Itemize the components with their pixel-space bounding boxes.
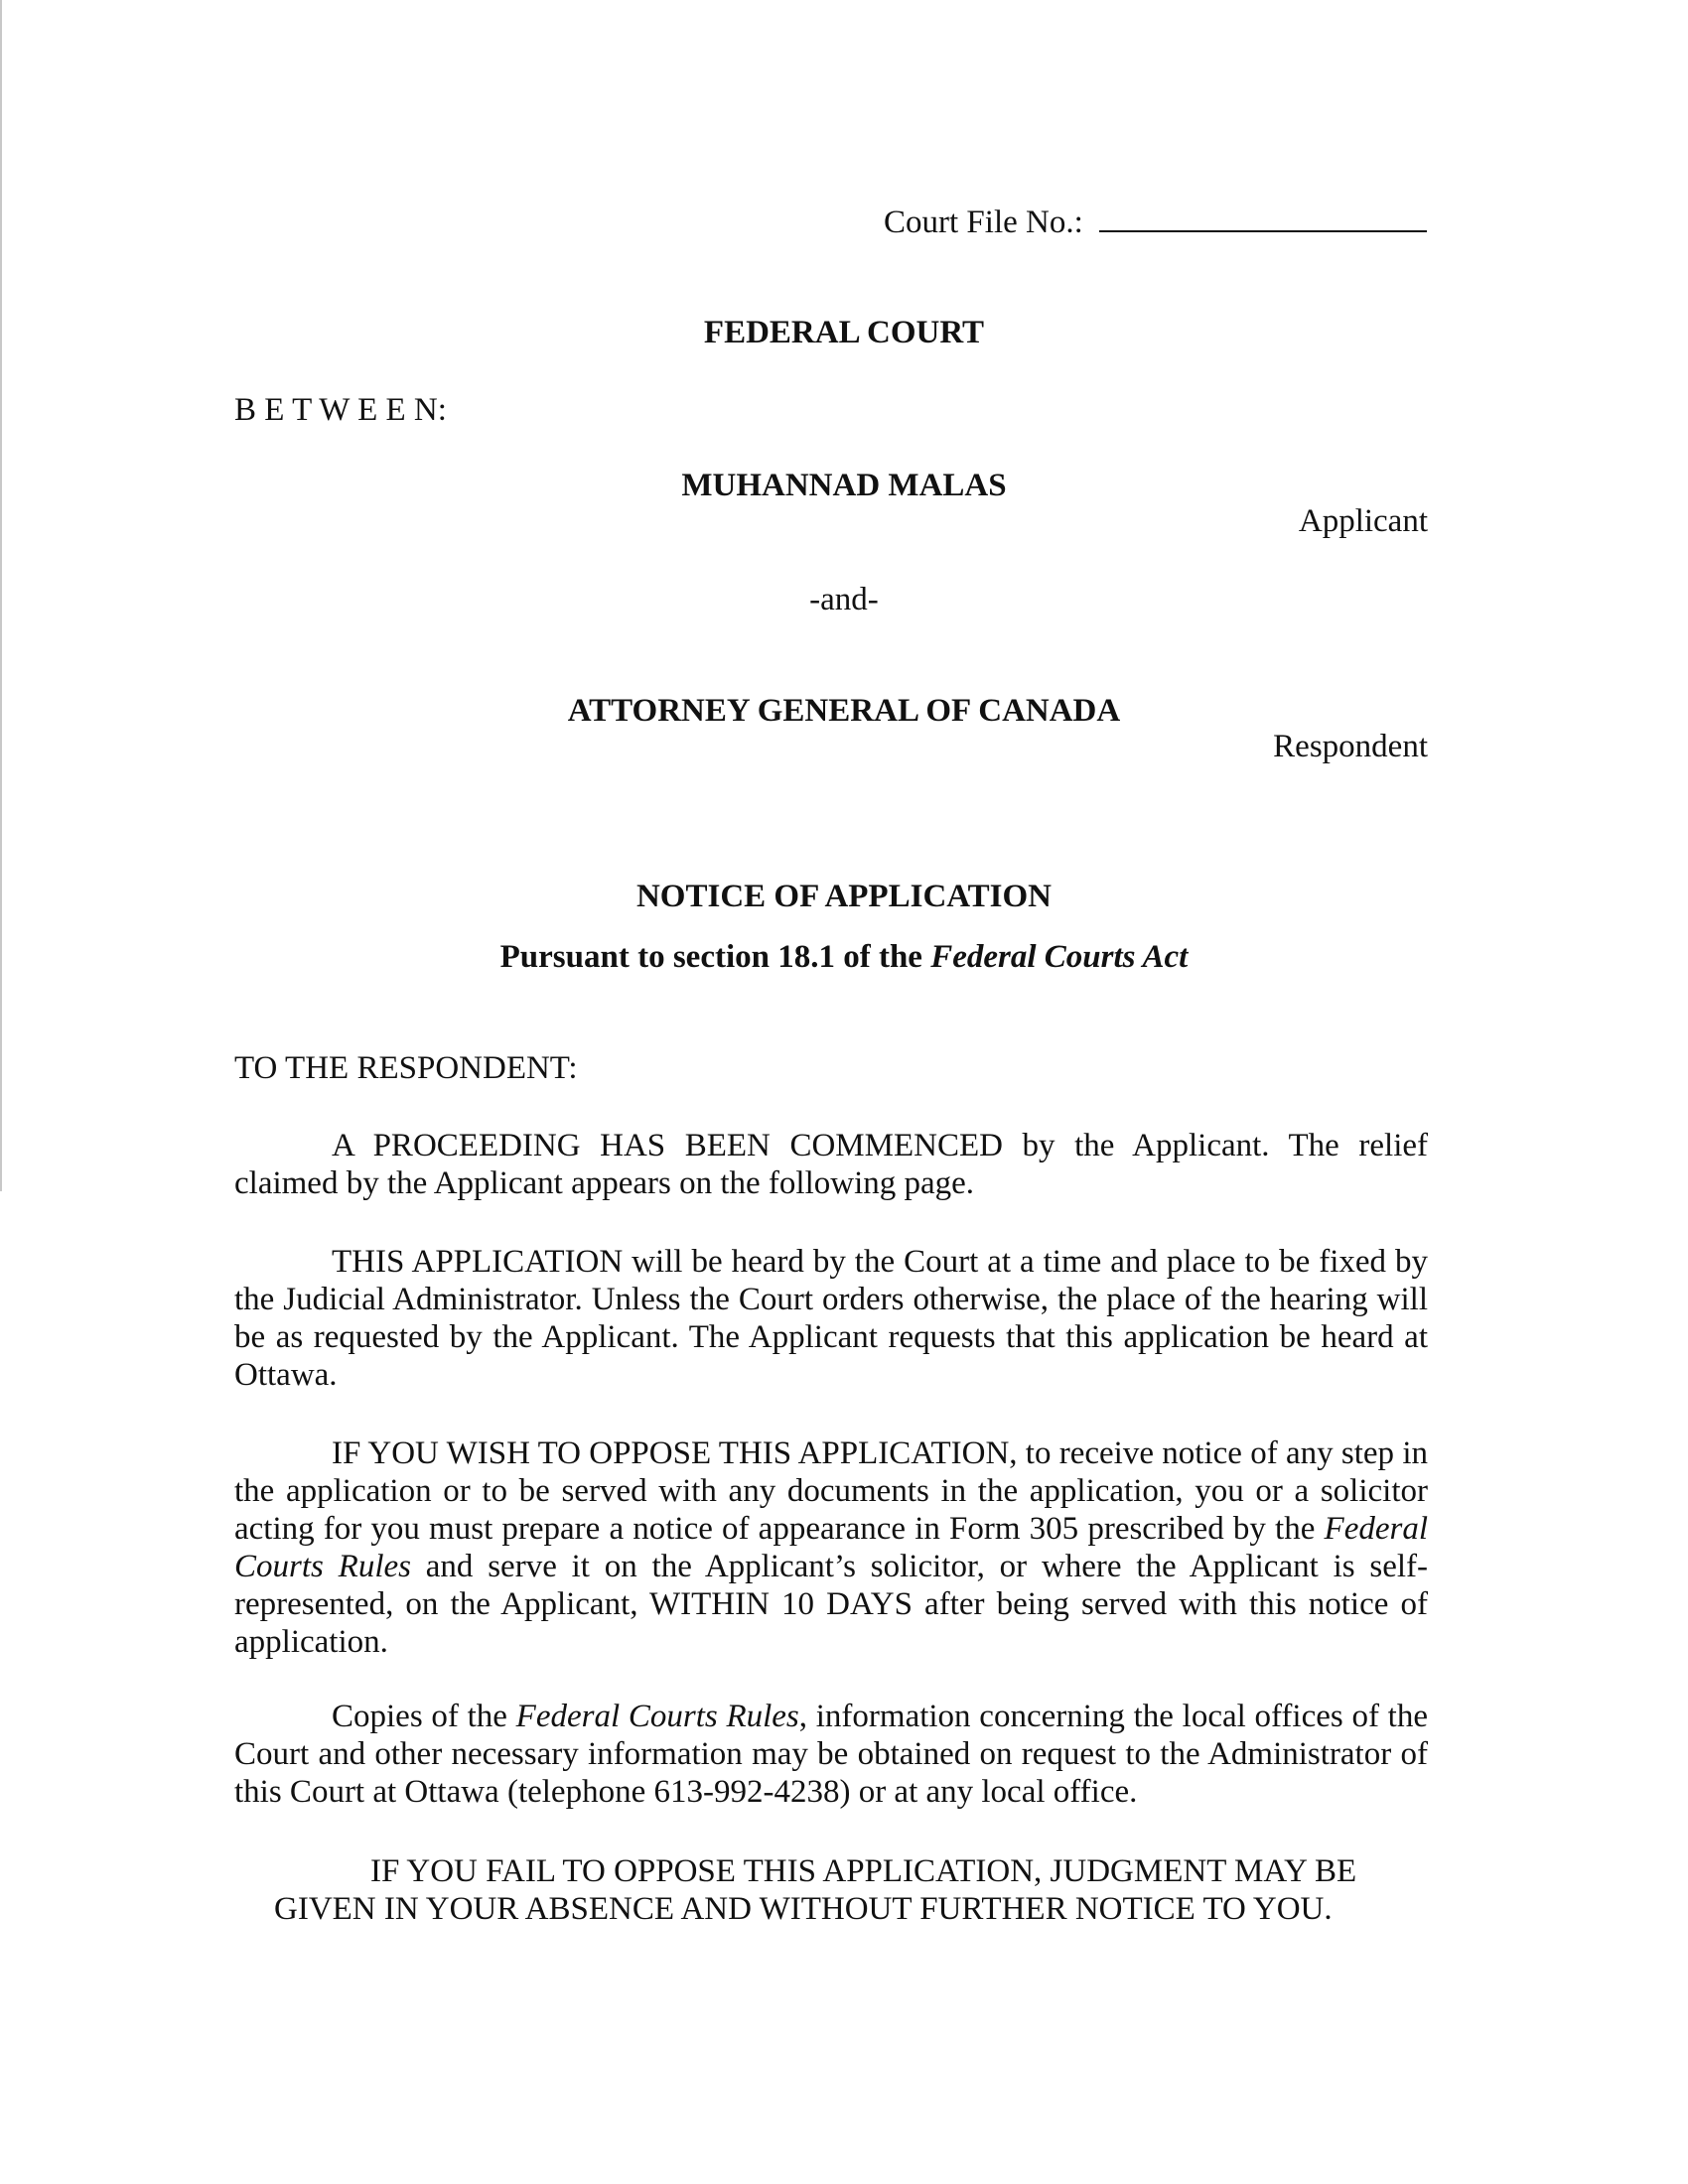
respondent-role: Respondent (1273, 729, 1428, 764)
para4-rules: Federal Courts Rules (515, 1699, 799, 1734)
and-separator: -and- (809, 582, 879, 617)
subtitle-act: Federal Courts Act (930, 939, 1189, 975)
para3-rules: Federal Courts Rules (234, 1511, 1428, 1584)
respondent-name: ATTORNEY GENERAL OF CANADA (567, 693, 1121, 729)
paragraph-oppose (234, 1434, 1428, 1661)
applicant-role: Applicant (1298, 503, 1428, 539)
warning-line-2: GIVEN IN YOUR ABSENCE AND WITHOUT FURTHER NOTICE TO YOU. (274, 1891, 1333, 1927)
notice-subtitle (0, 938, 1688, 976)
paragraph-proceeding: A PROCEEDING HAS BEEN COMMENCED by the Applicant. The relief claimed by the Applicant appears on the following page. (234, 1128, 1428, 1201)
court-name: FEDERAL COURT (703, 315, 985, 350)
paragraph-copies (234, 1698, 1428, 1811)
between-label: B E T W E E N: (234, 392, 447, 428)
applicant-name: MUHANNAD MALAS (681, 468, 1007, 503)
addressee: TO THE RESPONDENT: (234, 1050, 578, 1086)
court-file-number (884, 201, 1427, 241)
subtitle-prefix: Pursuant to section 18.1 of the (499, 939, 931, 975)
notice-title: NOTICE OF APPLICATION (635, 879, 1053, 914)
para3-text-2: and serve it on the Applicant’s solicitor, or where the Applicant is self-represented, on the Applicant, WITHIN 10 DAYS after being served with this notice of application. (234, 1549, 1429, 1660)
para3-text-1: IF YOU WISH TO OPPOSE THIS APPLICATION, to receive notice of any step in the application or to be served with any documents in the application, you or a solicitor acting for you must prepare a notice of appearance in Form 305 prescribed by the (234, 1435, 1428, 1547)
para4-text-1: Copies of the (332, 1699, 516, 1734)
warning-line-1: IF YOU FAIL TO OPPOSE THIS APPLICATION, JUDGMENT MAY BE (370, 1853, 1357, 1889)
court-file-label: Court File No.: (884, 205, 1083, 240)
para4-text-2: , information concerning the local offices of the Court and other necessary information may be obtained on request to the Administrator of this Court at Ottawa (telephone 613-992-4238) or at any local office. (234, 1699, 1428, 1810)
paragraph-hearing: THIS APPLICATION will be heard by the Court at a time and place to be fixed by the Judicial Administrator. Unless the Court orders otherwise, the place of the hearing will be as requested by the Applicant. The Applicant requests that this application be heard at Ottawa. (234, 1244, 1428, 1393)
court-file-blank (1099, 201, 1427, 232)
